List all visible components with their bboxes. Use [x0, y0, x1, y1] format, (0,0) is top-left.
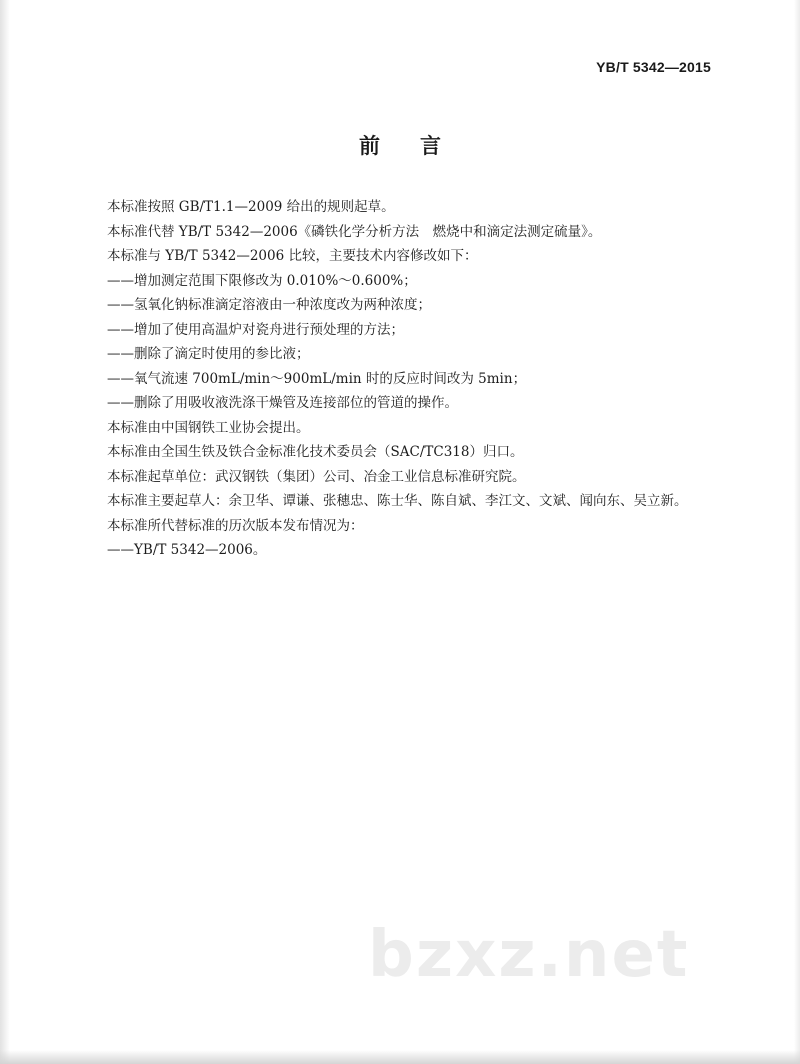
change-item: ——删除了滴定时使用的参比液； [107, 346, 310, 362]
paragraph-proposed-by: 本标准由中国钢铁工业协会提出。 [107, 419, 310, 436]
paragraph-drafting-rules: 本标准按照 GB/T1.1—2009 给出的规则起草。 [107, 199, 395, 215]
change-item: ——增加测定范围下限修改为 0.010%～0.600%； [107, 272, 417, 289]
paragraph-changes-intro: 本标准与 YB/T 5342—2006 比较，主要技术内容修改如下： [107, 248, 478, 264]
page-edge-shadow-bottom [0, 1050, 800, 1064]
foreword-body [107, 195, 747, 563]
change-item: ——氧气流速 700mL/min～900mL/min 时的反应时间改为 5min； [107, 370, 527, 387]
change-item: ——删除了用吸收液洗涤干燥管及连接部位的管道的操作。 [107, 395, 458, 411]
page-title: 前言 [359, 134, 481, 158]
paragraph-administered-by: 本标准由全国生铁及铁合金标准化技术委员会（SAC/TC318）归口。 [107, 444, 524, 460]
paragraph-drafting-units: 本标准起草单位：武汉钢铁（集团）公司、冶金工业信息标准研究院。 [107, 468, 526, 485]
paragraph-drafters: 本标准主要起草人：余卫华、谭谦、张穗忠、陈士华、陈自斌、李江文、文斌、闻向东、吴立新。 [107, 493, 688, 509]
standard-number: YB/T 5342—2015 [596, 59, 711, 75]
change-item: ——氢氧化钠标准滴定溶液由一种浓度改为两种浓度； [107, 297, 431, 313]
paragraph-previous-editions: 本标准所代替标准的历次版本发布情况为： [107, 517, 364, 534]
watermark: bzxz.net [368, 918, 690, 992]
paragraph-replaces: 本标准代替 YB/T 5342—2006《磷铁化学分析方法 燃烧中和滴定法测定硫量》。 [107, 223, 602, 240]
previous-edition-item: ——YB/T 5342—2006。 [107, 542, 267, 558]
change-item: ——增加了使用高温炉对瓷舟进行预处理的方法； [107, 321, 404, 338]
